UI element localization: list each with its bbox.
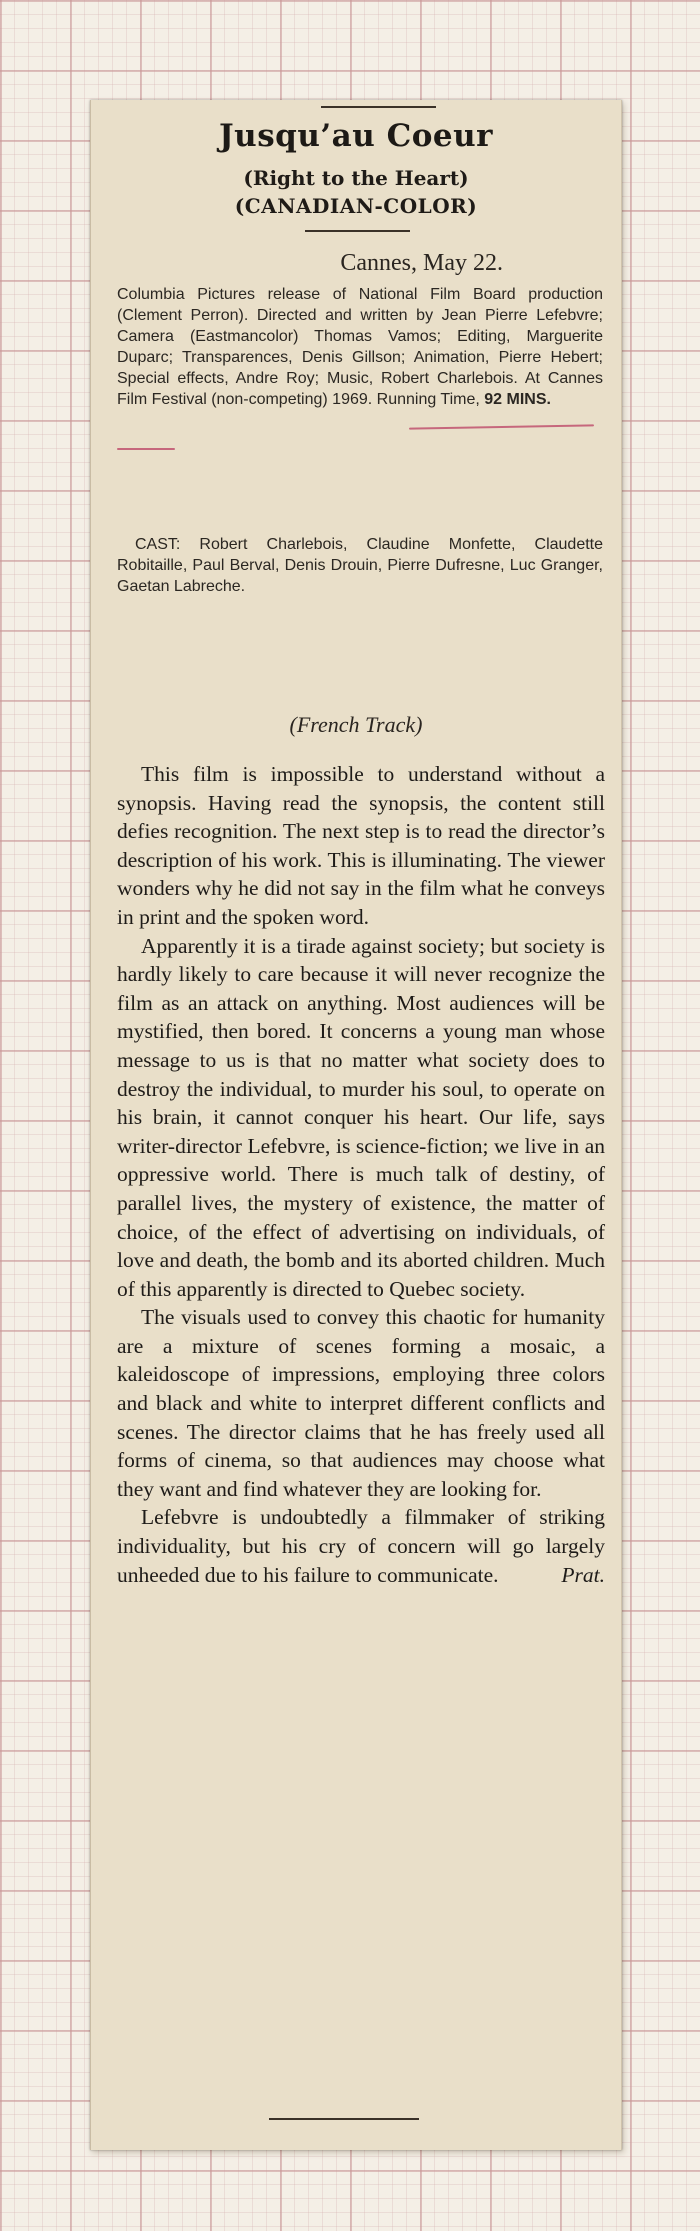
dateline: Cannes, May 22. <box>340 250 503 276</box>
review-paragraph: The visuals used to convey this chaotic for humanity are a mixture of scenes forming a mosaic, a kaleidoscope of impressions, employing three colors and black and white to interpret different conflicts and scenes. The director claims that he has freely used all forms of cinema, so that audiences may choose what they want and find whatever they are looking for. <box>117 1305 605 1501</box>
pen-underline-mark <box>117 448 175 450</box>
color-process-subtitle: (CANADIAN-COLOR) <box>234 194 478 218</box>
credits-block <box>117 284 603 410</box>
review-body <box>117 760 605 1589</box>
running-time: 92 MINS. <box>484 391 551 408</box>
english-subtitle: (Right to the Heart) <box>243 166 469 190</box>
bottom-divider <box>269 2118 419 2120</box>
cast-list: CAST: Robert Charlebois, Claudine Monfette, Claudette Robitaille, Paul Berval, Denis Drouin, Pierre Dufresne, Luc Granger, Gaetan Labreche. <box>117 536 603 595</box>
credits-text: Columbia Pictures release of National Film Board production (Clement Perron). Directed and written by Jean Pierre Lefebvre; Camera (Eastmancolor) Thomas Vamos; Editing, Marguerite Duparc; Transparences, Denis Gillson; Animation, Pierre Hebert; Special effects, Andre Roy; Music, Robert Charlebois. At Cannes Film Festival (non-competing) 1969. Running Time, <box>117 286 603 408</box>
newspaper-clipping <box>90 100 622 2150</box>
reviewer-signature: Prat. <box>561 1562 605 1587</box>
pen-underline-mark <box>409 424 594 429</box>
final-paragraph-text: Lefebvre is undoubtedly a filmmaker of striking individuality, but his cry of concern will go largely unheeded due to his failure to communicate. <box>117 1505 605 1587</box>
header-divider <box>305 230 410 232</box>
review-paragraph-final <box>117 1503 605 1589</box>
film-title: Jusqu’au Coeur <box>218 118 494 154</box>
review-paragraph: Apparently it is a tirade against society; but society is hardly likely to care because it will never recognize the film as an attack on anything. Most audiences will be mystified, then bored. It concerns a young man whose message to us is that no matter what society does to destroy the individual, to murder his soul, to operate on his brain, it cannot conquer his heart. Our life, says writer-director Lefebvre, is science-fiction; we live in an oppressive world. There is much talk of destiny, of parallel lives, the mystery of existence, the matter of choice, of the effect of advertising on individuals, of love and death, the bomb and its aborted children. Much of this apparently is directed to Quebec society. <box>117 933 605 1301</box>
section-label: (French Track) <box>289 712 423 737</box>
review-paragraph: This film is impossible to understand without a synopsis. Having read the synopsis, the content still defies recognition. The next step is to read the director’s description of his work. This is illuminating. The viewer wonders why he did not say in the film what he conveys in print and the spoken word. <box>117 762 605 929</box>
top-divider <box>321 106 436 108</box>
